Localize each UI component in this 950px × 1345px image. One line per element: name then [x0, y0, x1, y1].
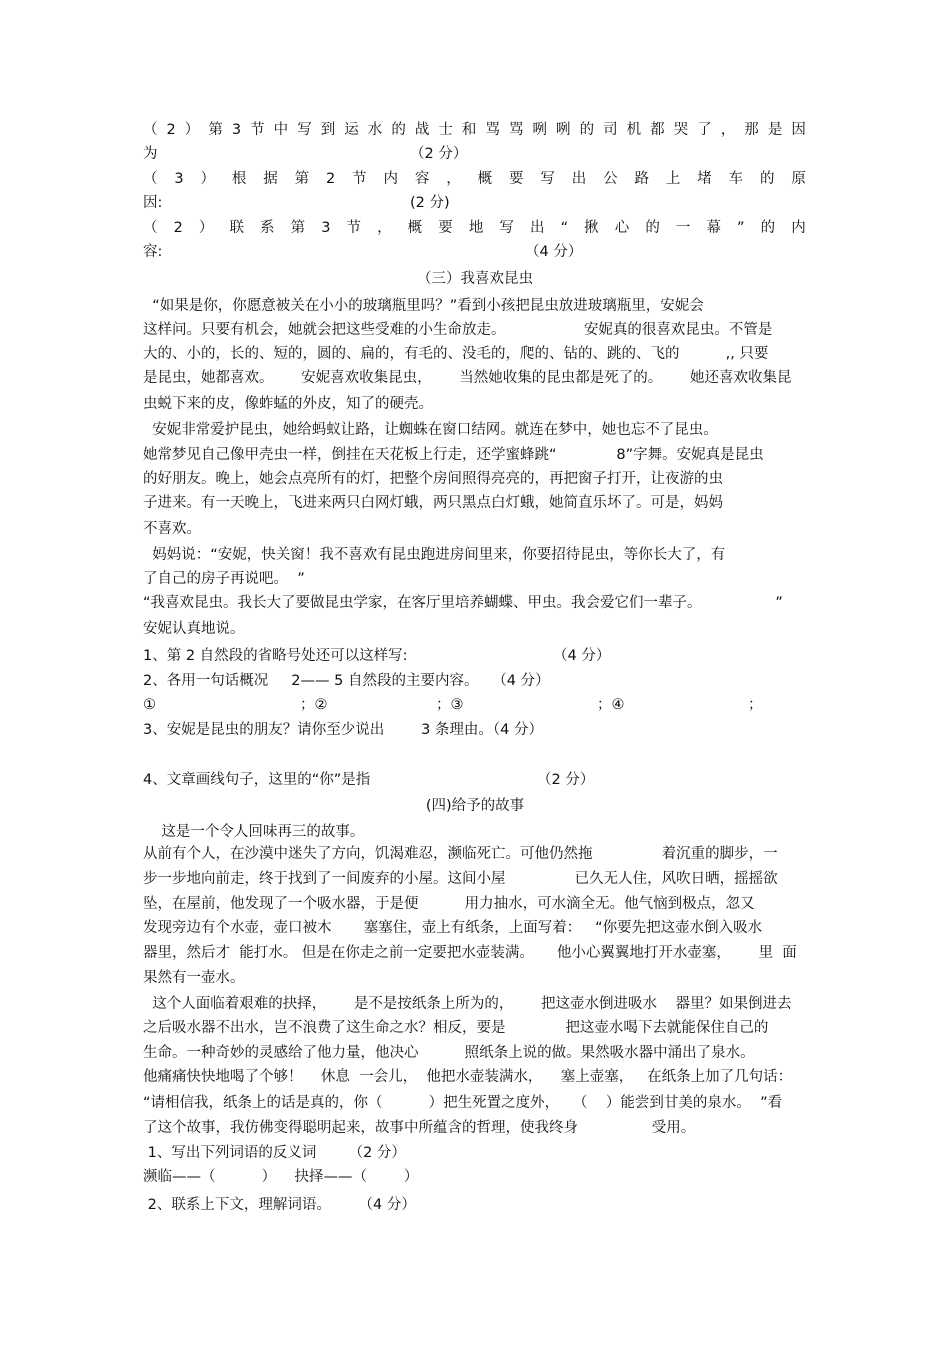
question-char: 2 [166, 122, 176, 138]
question-char: 的 [760, 220, 776, 236]
question-char: 容 [414, 171, 430, 187]
question-char: 战 [414, 122, 430, 138]
passage-line: 步一步地向前走，终于找到了一间废弃的小屋。这间小屋 已久无人住，风吹日晒，摇摇欲 [143, 871, 778, 887]
question-char: 概 [477, 171, 493, 187]
question-3-line2: 因: [143, 195, 163, 211]
question-char: 路 [634, 171, 649, 187]
passage-line: 果然有一壶水。 [143, 970, 245, 986]
question-char: 骂 [485, 122, 500, 138]
question-char: 和 [461, 122, 477, 138]
question-char: 出 [529, 220, 545, 236]
question-char: 写 [297, 122, 312, 138]
question-char: 的 [759, 171, 775, 187]
question-char: 第 [294, 171, 310, 187]
passage-line: “请相信我，纸条上的话是真的，你（ ）把生死置之度外， （ ）能尝到甘美的泉水。 ”看 [143, 1095, 783, 1111]
question-char: ） [198, 220, 214, 236]
question-char: 那 [744, 122, 759, 138]
question-char: 因 [791, 122, 806, 138]
question-char: 写 [499, 220, 514, 236]
question-char: 的 [645, 220, 660, 236]
section-3-question-1-score: （4 分） [553, 648, 611, 664]
passage-line: 生命。一种奇妙的灵感给了他力量，他决心 照纸条上说的做。果然吸水器中涌出了泉水。 [143, 1045, 755, 1061]
antonym-blanks: 濒临——（ ） 抉择——（ ） [143, 1169, 419, 1185]
question-char: ） [200, 171, 215, 187]
passage-line: 了自己的房子再说吧。 ” [143, 571, 305, 587]
passage-line: 子进来。有一天晚上，飞进来两只白网灯蛾，两只黑点白灯蛾，她简直乐坏了。可是，妈妈 [143, 495, 723, 511]
question-char: ， [377, 220, 392, 236]
passage-line: 这是一个令人回味再三的故事。 [143, 824, 365, 840]
passage-line: 安妮非常爱护昆虫，她给蚂蚁让路，让蜘蛛在窗口结网。就连在梦中，她也忘不了昆虫。 [143, 422, 718, 438]
question-2a-line2: 为 [143, 146, 158, 162]
question-char: 运 [344, 122, 359, 138]
question-char: 幕 [706, 220, 721, 236]
blank-marker-3: ；③ [436, 697, 464, 713]
question-char: ” [737, 220, 745, 236]
passage-line: 了这个故事，我仿佛变得聪明起来，故事中所蕴含的哲理，使我终身 受用。 [143, 1120, 696, 1136]
question-char: 内 [791, 220, 806, 236]
question-char: 第 [290, 220, 306, 236]
section-3-question-4: 4、文章画线句子，这里的“你”是指 [143, 772, 371, 788]
question-char: ） [184, 122, 200, 138]
question-char: 根 [231, 171, 247, 187]
question-char: 3 [174, 171, 184, 187]
passage-line: 这样问。只要有机会，她就会把这些受难的小生命放走。 安妮真的很喜欢昆虫。不管是 [143, 322, 773, 338]
passage-line: 虫蜕下来的皮，像蚱蜢的外皮，知了的硬壳。 [143, 396, 433, 412]
question-char: 原 [791, 171, 806, 187]
question-char: 节 [352, 171, 367, 187]
question-char: 2 [325, 171, 336, 187]
question-char: 据 [263, 171, 278, 187]
question-char: 是 [767, 122, 783, 138]
question-char: 上 [665, 171, 681, 187]
question-char: 节 [346, 220, 362, 236]
question-char: 都 [650, 122, 665, 138]
question-char: 到 [320, 122, 336, 138]
question-char: 咧 [532, 122, 547, 138]
blank-marker-2: ；② [300, 697, 328, 713]
question-char: 士 [438, 122, 453, 138]
section-3-question-3: 3、安妮是昆虫的朋友？请你至少说出 3 条理由。（4 分） [143, 722, 544, 738]
question-2b-score: （4 分） [525, 244, 583, 260]
section-4-title: (四)给予的故事 [425, 798, 525, 814]
passage-line: 之后吸水器不出水，岂不浪费了这生命之水？相反，要是 把这壶水喝下去就能保住自己的 [143, 1020, 769, 1036]
question-char: 的 [579, 122, 595, 138]
question-char: 了 [697, 122, 712, 138]
question-char: 节 [250, 122, 265, 138]
question-char: （ [143, 122, 158, 138]
question-3-score: (2 分) [410, 195, 450, 211]
question-char: ， [446, 171, 461, 187]
question-2a-line1 [143, 121, 806, 139]
section-4-question-1: 1、写出下列词语的反义词 （2 分） [143, 1145, 406, 1161]
question-char: “ [560, 220, 569, 236]
question-char: （ [143, 220, 158, 236]
question-char: 哭 [673, 122, 689, 138]
question-char: 第 [208, 122, 223, 138]
question-3-line1 [143, 170, 806, 188]
question-char: 2 [173, 220, 183, 236]
section-3-question-4-score: （2 分） [537, 772, 595, 788]
question-2b-line1 [143, 219, 806, 237]
passage-line: 安妮认真地说。 [143, 621, 245, 637]
question-2a-score: （2 分） [410, 146, 468, 162]
question-char: 揪 [584, 220, 599, 236]
passage-line: 的好朋友。晚上，她会点亮所有的灯，把整个房间照得亮亮的，再把窗子打开，让夜游的虫 [143, 471, 723, 487]
question-char: 的 [391, 122, 406, 138]
question-char: （ [143, 171, 158, 187]
question-char: 概 [407, 220, 423, 236]
question-char: 3 [321, 220, 331, 236]
question-char: 堵 [697, 171, 712, 187]
question-char: 出 [571, 171, 587, 187]
section-3-question-2: 2、各用一句话概况 2—— 5 自然段的主要内容。 （4 分） [143, 673, 550, 689]
blank-marker-1: ① [143, 697, 156, 713]
question-char: ， [720, 122, 736, 138]
question-char: 心 [614, 220, 630, 236]
question-2b-line2: 容: [143, 244, 163, 260]
question-char: 一 [675, 220, 691, 236]
section-4-question-2: 2、联系上下文，理解词语。 （4 分） [143, 1197, 416, 1213]
passage-line: 是昆虫，她都喜欢。 安妮喜欢收集昆虫， 当然她收集的昆虫都是死了的。 她还喜欢收集昆 [143, 370, 792, 386]
question-char: 水 [367, 122, 383, 138]
question-char: 要 [508, 171, 524, 187]
question-char: 机 [626, 122, 642, 138]
passage-line: 不喜欢。 [143, 521, 201, 537]
passage-line: 大的、小的，长的、短的，圆的、扁的，有毛的、没毛的，爬的、钻的、跳的、飞的 ,, 只要 [143, 346, 769, 362]
question-char: 内 [383, 171, 398, 187]
passage-line: 这个人面临着艰难的抉择， 是不是按纸条上所为的， 把这壶水倒进吸水 器里？如果倒进去 [143, 996, 792, 1012]
question-char: 中 [273, 122, 289, 138]
section-3-title: （三）我喜欢昆虫 [417, 271, 533, 287]
blank-marker-5: ； [748, 697, 763, 713]
blank-marker-4: ；④ [597, 697, 625, 713]
passage-line: 她常梦见自己像甲壳虫一样，倒挂在天花板上行走，还学蜜蜂跳“ 8”字舞。安妮真是昆虫 [143, 447, 764, 463]
question-char: 3 [231, 122, 242, 138]
passage-line: 发现旁边有个水壶，壶口被木 塞塞住，壶上有纸条，上面写着： “你要先把这壶水倒入吸水 [143, 920, 763, 936]
passage-line: 从前有个人，在沙漠中迷失了方向，饥渴难忍，濒临死亡。可他仍然拖 着沉重的脚步，一 [143, 846, 778, 862]
passage-line: “我喜欢昆虫。我长大了要做昆虫学家，在客厅里培养蝴蝶、甲虫。我会爱它们一辈子。 ” [143, 595, 783, 611]
question-char: 司 [603, 122, 618, 138]
question-char: 写 [540, 171, 555, 187]
passage-line: 器里，然后才 能打水。 但是在你走之前一定要把水壶装满。 他小心翼翼地打开水壶塞， 里 面 [143, 945, 797, 961]
question-char: 联 [229, 220, 244, 236]
passage-line: 坠，在屋前，他发现了一个吸水器，于是便 用力抽水，可水滴全无。他气恼到极点，忽又 [143, 896, 755, 912]
question-char: 系 [260, 220, 275, 236]
question-char: 公 [603, 171, 618, 187]
question-char: 地 [468, 220, 484, 236]
question-char: 要 [438, 220, 453, 236]
question-char: 骂 [508, 122, 524, 138]
passage-line: 他痛痛快快地喝了个够！ 休息 一会儿， 他把水壶装满水， 塞上壶塞， 在纸条上加了几句话： [143, 1069, 793, 1085]
question-char: 车 [728, 171, 744, 187]
section-3-question-1: 1、第 2 自然段的省略号处还可以这样写: [143, 648, 408, 664]
passage-line: 妈妈说：“安妮，快关窗！我不喜欢有昆虫跑进房间里来，你要招待昆虫，等你长大了，有 [143, 547, 726, 563]
passage-line: “如果是你，你愿意被关在小小的玻璃瓶里吗？”看到小孩把昆虫放进玻璃瓶里，安妮会 [143, 298, 704, 314]
question-char: 咧 [556, 122, 571, 138]
